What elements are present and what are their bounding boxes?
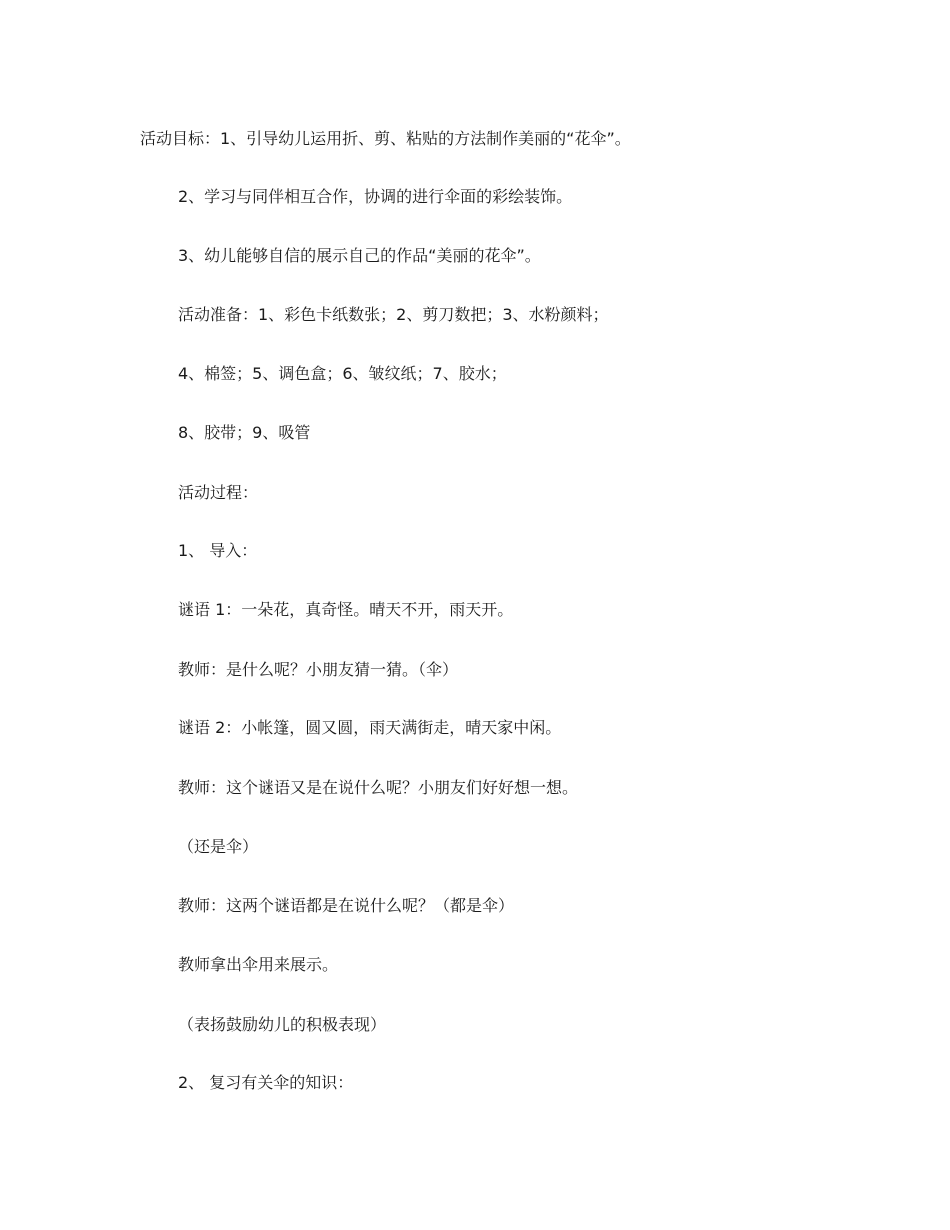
- teacher-line-3: 教师：这两个谜语都是在说什么呢？（都是伞）: [178, 896, 515, 915]
- teacher-line-4: 教师拿出伞用来展示。: [178, 955, 339, 974]
- step-1-intro-heading: 1、 导入：: [178, 541, 258, 560]
- praise-line: （表扬鼓励幼儿的积极表现）: [178, 1015, 387, 1034]
- riddle-2-line: 谜语 2：小帐篷，圆又圆，雨天满街走，晴天家中闲。: [178, 718, 562, 737]
- answer-line: （还是伞）: [178, 837, 259, 856]
- riddle-1-line: 谜语 1：一朵花，真奇怪。晴天不开，雨天开。: [178, 600, 514, 619]
- teacher-line-1: 教师：是什么呢？小朋友猜一猜。（伞）: [178, 660, 459, 679]
- goal-item-3: 3、幼儿能够自信的展示自己的作品“美丽的花伞”。: [178, 246, 541, 265]
- activity-preparation-line: 活动准备：1、彩色卡纸数张；2、剪刀数把；3、水粉颜料；: [178, 305, 609, 324]
- activity-goal-line: 活动目标：1、引导幼儿运用折、剪、粘贴的方法制作美丽的“花伞”。: [140, 129, 631, 148]
- step-2-review-heading: 2、 复习有关伞的知识：: [178, 1073, 354, 1092]
- teacher-line-2: 教师：这个谜语又是在说什么呢？小朋友们好好想一想。: [178, 778, 579, 797]
- goal-item-2: 2、学习与同伴相互合作，协调的进行伞面的彩绘装饰。: [178, 187, 573, 206]
- preparation-items-line: 4、棉签；5、调色盒；6、皱纹纸；7、胶水；: [178, 364, 507, 383]
- preparation-items-line-2: 8、胶带；9、吸管: [178, 423, 311, 442]
- activity-process-heading: 活动过程：: [178, 483, 259, 502]
